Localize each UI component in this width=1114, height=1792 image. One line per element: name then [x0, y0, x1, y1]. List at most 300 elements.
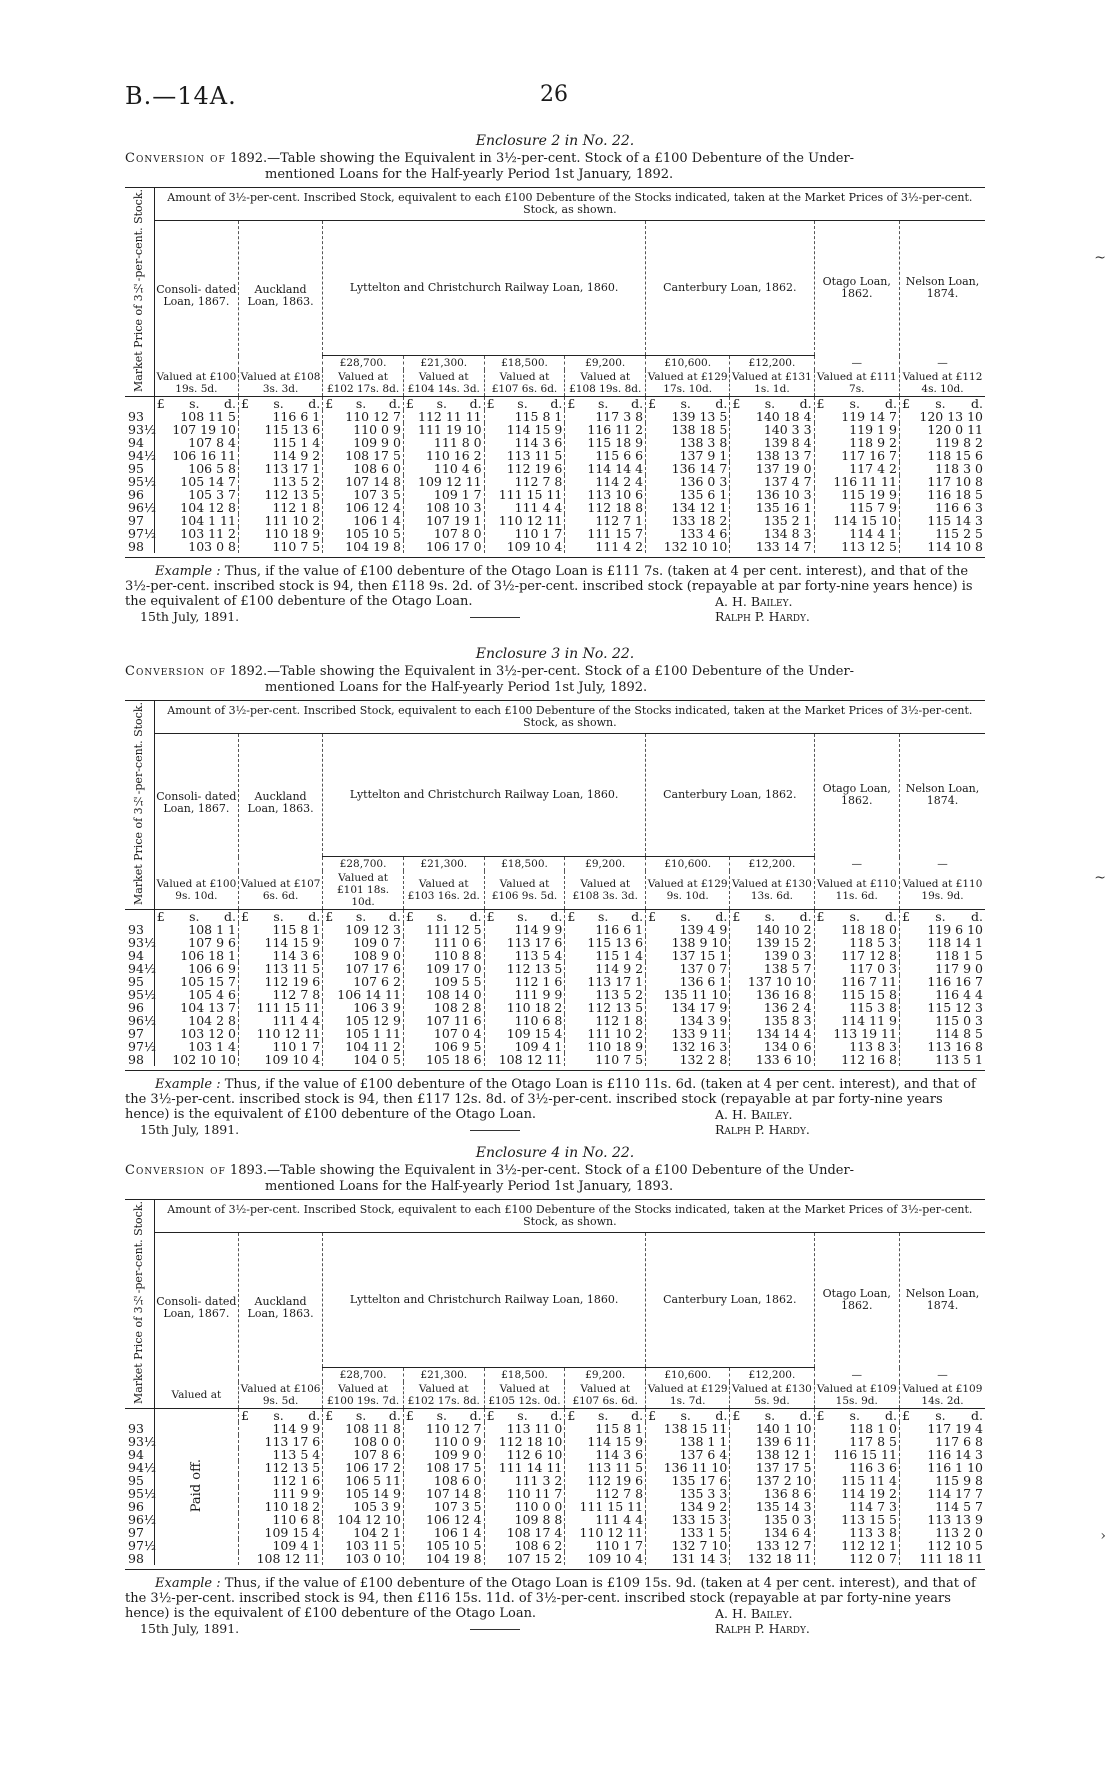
table-row	[125, 540, 985, 553]
table-cell: 111 8 0	[403, 436, 484, 449]
table-cell: 110 18 9	[565, 1040, 646, 1053]
enclosure-title: Enclosure 3 in No. 22.	[475, 646, 635, 662]
market-price: 98	[125, 1053, 154, 1066]
table-cell: 112 1 8	[238, 501, 322, 514]
table-cell: 114 3 6	[238, 949, 322, 962]
table-cell: 112 13 5	[238, 1461, 322, 1474]
table-cell: 106 1 4	[403, 1526, 484, 1539]
table-cell: 105 4 6	[154, 988, 238, 1001]
table-cell: 136 11 10	[646, 1461, 730, 1474]
table-cell: 105 14 9	[323, 1487, 404, 1500]
market-price: 95	[125, 975, 154, 988]
pound-unit: £	[901, 396, 910, 412]
pound-unit: £	[486, 396, 495, 412]
table-cell: 106 18 1	[154, 949, 238, 962]
table-cell: 113 11 5	[238, 962, 322, 975]
table-cell: 137 0 7	[646, 962, 730, 975]
lyttelton-loan-header: Lyttelton and Christchurch Railway Loan, 1860.	[323, 734, 646, 857]
table-cell: 107 15 2	[484, 1552, 565, 1565]
pence-unit: d.	[550, 1408, 563, 1424]
pound-unit: £	[732, 909, 741, 925]
conversion-table	[125, 700, 985, 1071]
table-cell: 112 7 8	[565, 1487, 646, 1500]
pence-unit: d.	[715, 1408, 728, 1424]
date: 15th July, 1891.	[140, 609, 240, 625]
units-cell	[484, 1409, 565, 1423]
example-value: £110 11s. 6d.	[606, 1077, 697, 1093]
table-cell: 113 17 1	[565, 975, 646, 988]
market-price: 98	[125, 540, 154, 553]
valued-at: Valued at £107 6s. 6d.	[484, 370, 565, 397]
conversion-lead: Conversion of	[125, 664, 226, 679]
shilling-unit: s.	[355, 1408, 367, 1424]
table-cell: 110 8 8	[403, 949, 484, 962]
table-cell: 117 4 2	[814, 462, 899, 475]
table-cell: 135 17 6	[646, 1474, 730, 1487]
dash: —	[937, 1368, 948, 1381]
table-cell: 116 1 10	[927, 1460, 983, 1476]
table-cell: 116 7 11	[814, 975, 899, 988]
shilling-unit: s.	[436, 396, 447, 412]
table-cell: 135 2 1	[730, 514, 814, 527]
shilling-unit: s.	[273, 1408, 284, 1424]
table-cell: 118 14 1	[927, 935, 983, 951]
divider	[470, 617, 520, 618]
table-cell: 104 1 11	[154, 514, 238, 527]
pound-unit: £	[901, 1408, 910, 1424]
table-cell: 113 19 11	[814, 1027, 899, 1040]
table-cell: 137 19 0	[730, 462, 814, 475]
valued-at: Valued at £130 13s. 6d.	[730, 871, 814, 910]
table-cell: 106 5 11	[323, 1474, 404, 1487]
table-cell: 107 8 4	[154, 436, 238, 449]
consolidated-loan-header: Consoli- dated Loan, 1867.	[154, 1233, 238, 1383]
table-cell: 139 4 9	[646, 923, 730, 936]
valued-at: Valued at £104 14s. 3d.	[403, 370, 484, 397]
table-cell: 136 6 1	[646, 975, 730, 988]
table-cell: 119 1 9	[814, 423, 899, 436]
table-cell: 134 0 6	[730, 1040, 814, 1053]
canterbury-loan-header: Canterbury Loan, 1862.	[646, 1233, 814, 1368]
table-cell: 112 1 6	[238, 1474, 322, 1487]
table-cell: 114 15 9	[238, 936, 322, 949]
pence-unit: d.	[971, 396, 983, 412]
table-cell: 139 15 2	[730, 936, 814, 949]
table-cell: 109 10 4	[565, 1552, 646, 1565]
sub-amount: £9,200.	[565, 356, 646, 371]
table-cell: 140 18 4	[730, 410, 814, 423]
sub-amount: £12,200.	[730, 1368, 814, 1383]
market-price: 96½	[125, 1014, 154, 1027]
signer-2: Ralph P. Hardy.	[715, 609, 810, 625]
sub-amount: £10,600.	[646, 857, 730, 872]
table-cell: 133 12 7	[730, 1539, 814, 1552]
valued-at: Valued at £107 6s. 6d.	[238, 871, 322, 910]
table-cell: 107 19 10	[154, 423, 238, 436]
table-cell: 107 3 5	[323, 488, 404, 501]
example-result: £116 15s. 11d.	[417, 1591, 515, 1607]
table-cell: 112 7 8	[238, 988, 322, 1001]
table-cell: 104 19 8	[403, 1552, 484, 1565]
price-header-cell	[125, 701, 154, 910]
table-cell: 108 2 8	[403, 1001, 484, 1014]
pound-unit: £	[567, 909, 576, 925]
market-price: 96	[125, 1001, 154, 1014]
pence-unit: d.	[799, 909, 812, 925]
table-cell: 137 6 4	[646, 1448, 730, 1461]
table-cell: 114 9 9	[238, 1422, 322, 1435]
units-cell	[646, 910, 730, 924]
conversion-table	[125, 187, 985, 558]
conversion-text: 1893.—Table showing the Equivalent in 3½-per-cent. Stock of a £100 Debenture of the Under-	[229, 1163, 855, 1178]
table-cell: 105 15 7	[154, 975, 238, 988]
table-cell: 110 11 7	[484, 1487, 565, 1500]
table-cell: 111 15 11	[565, 1500, 646, 1513]
table-cell: 118 15 6	[927, 448, 983, 464]
table-cell: 114 5 7	[935, 1499, 983, 1515]
shilling-unit: s.	[680, 1408, 691, 1424]
table-cell: 115 12 3	[927, 1000, 983, 1016]
table-cell: 107 8 6	[323, 1448, 404, 1461]
table-cell: 110 0 9	[403, 1435, 484, 1448]
table-cell: 132 2 8	[646, 1053, 730, 1066]
table-cell: 116 11 2	[565, 423, 646, 436]
table-cell: 133 9 11	[646, 1027, 730, 1040]
pence-unit: d.	[388, 396, 401, 412]
table-cell: 137 17 5	[730, 1461, 814, 1474]
table-cell: 108 12 11	[484, 1053, 565, 1066]
price-header-cell	[125, 1200, 154, 1409]
table-cell: 119 6 10	[927, 922, 983, 938]
market-price: 93½	[125, 936, 154, 949]
amount-header: Amount of 3½-per-cent. Inscribed Stock, equivalent to each £100 Debenture of the Stocks indicated, taken at the Market Prices of 3½-per-cent. Stock, as shown.	[154, 701, 985, 734]
table-cell: 135 0 3	[730, 1513, 814, 1526]
table-cell: 112 1 6	[484, 975, 565, 988]
market-price: 94	[125, 1448, 154, 1461]
table-cell: 108 6 0	[403, 1474, 484, 1487]
units-cell	[403, 1409, 484, 1423]
shilling-unit: s.	[849, 1408, 860, 1424]
table-cell: 117 3 8	[565, 410, 646, 423]
table-cell: 111 9 9	[484, 988, 565, 1001]
market-price: 94½	[125, 962, 154, 975]
conversion-table	[125, 1199, 985, 1570]
table-cell: 112 6 10	[484, 1448, 565, 1461]
market-price: 95½	[125, 1487, 154, 1500]
table-cell: 106 1 4	[323, 514, 404, 527]
table-cell: 111 9 9	[238, 1487, 322, 1500]
table-cell: 108 14 0	[403, 988, 484, 1001]
dash: —	[937, 356, 948, 369]
table-cell: 138 13 7	[730, 449, 814, 462]
units-cell	[154, 910, 238, 924]
table-cell: 115 14 3	[927, 513, 983, 529]
nelson-loan-header: Nelson Loan, 1874.	[905, 782, 980, 808]
example-paragraph	[125, 564, 985, 609]
market-price: 94	[125, 436, 154, 449]
enclosure-title: Enclosure 2 in No. 22.	[475, 133, 635, 149]
table-cell: 110 6 8	[484, 1014, 565, 1027]
table-cell: 109 15 4	[238, 1526, 322, 1539]
units-cell	[238, 397, 322, 411]
pence-unit: d.	[631, 396, 644, 412]
table-cell: 134 9 2	[646, 1500, 730, 1513]
table-cell: 112 13 5	[484, 962, 565, 975]
table-cell: 110 12 7	[323, 410, 404, 423]
table-cell: 111 19 10	[403, 423, 484, 436]
table-cell: 116 6 1	[238, 410, 322, 423]
table-cell: 117 8 5	[814, 1435, 899, 1448]
table-cell: 110 7 5	[238, 540, 322, 553]
market-price: 93	[125, 1422, 154, 1435]
pence-unit: d.	[884, 909, 897, 925]
table-cell: 110 6 8	[238, 1513, 322, 1526]
valued-at: Valued at £102 17s. 8d.	[403, 1382, 484, 1409]
units-cell	[730, 397, 814, 411]
valued-at: Valued at £111 7s.	[814, 370, 899, 397]
dash: —	[937, 857, 948, 870]
units-cell	[565, 910, 646, 924]
table-cell: 117 6 8	[935, 1434, 983, 1450]
table-cell: 118 3 0	[935, 461, 983, 477]
table-cell: 131 14 3	[646, 1552, 730, 1565]
table-cell: 109 12 11	[403, 475, 484, 488]
example-text: of 3½-per-cent. inscribed stock (repayable at par forty-nine years hence) is the equivalent of £100 debenture of the Otago Loan.	[125, 579, 973, 610]
table-cell: 114 2 4	[565, 475, 646, 488]
table-cell: 134 8 3	[730, 527, 814, 540]
shilling-unit: s.	[436, 1408, 447, 1424]
table-cell: 115 2 5	[935, 526, 983, 542]
table-cell: 135 16 1	[730, 501, 814, 514]
table-cell: 109 1 7	[403, 488, 484, 501]
pence-unit: d.	[971, 1408, 983, 1424]
pound-unit: £	[156, 909, 165, 925]
pound-unit: £	[732, 1408, 741, 1424]
table-cell: 114 4 1	[814, 527, 899, 540]
pence-unit: d.	[469, 396, 482, 412]
table-cell: 110 18 2	[484, 1001, 565, 1014]
sub-amount: £28,700.	[323, 356, 404, 371]
pence-unit: d.	[715, 396, 728, 412]
amount-header: Amount of 3½-per-cent. Inscribed Stock, equivalent to each £100 Debenture of the Stocks indicated, taken at the Market Prices of 3½-per-cent. Stock, as shown.	[154, 1200, 985, 1233]
table-cell: 104 2 8	[154, 1014, 238, 1027]
table-cell: 109 9 0	[323, 436, 404, 449]
lyttelton-loan-header: Lyttelton and Christchurch Railway Loan, 1860.	[323, 221, 646, 356]
table-row	[125, 1552, 985, 1565]
table-cell: 115 3 8	[814, 1001, 899, 1014]
table-cell: 113 3 8	[814, 1526, 899, 1539]
table-cell: 139 0 3	[730, 949, 814, 962]
table-cell: 106 12 4	[403, 1513, 484, 1526]
example-text: (taken at 4 per cent. interest), and that of the 3½-per-cent. inscribed stock is 94, then	[125, 564, 969, 595]
market-price: 95½	[125, 475, 154, 488]
table-cell: 135 8 3	[730, 1014, 814, 1027]
table-cell: 134 14 4	[730, 1027, 814, 1040]
table-cell: 132 7 10	[646, 1539, 730, 1552]
table-cell: 106 17 0	[403, 540, 484, 553]
table-cell: 117 16 7	[814, 449, 899, 462]
table-cell: 111 15 11	[484, 488, 565, 501]
table-cell: 114 17 7	[927, 1486, 983, 1502]
signer-2: Ralph P. Hardy.	[715, 1122, 810, 1138]
table-cell: 135 14 3	[730, 1500, 814, 1513]
table-cell: 111 4 4	[238, 1014, 322, 1027]
market-price: 97	[125, 1526, 154, 1539]
table-cell: 133 4 6	[646, 527, 730, 540]
table-cell: 115 8 1	[565, 1422, 646, 1435]
example-result: £118 9s. 2d.	[391, 579, 473, 595]
valued-at: Valued at £100 19s. 7d.	[323, 1382, 404, 1409]
market-price: 98	[125, 1552, 154, 1565]
table-cell: 112 18 10	[484, 1435, 565, 1448]
market-price: 93	[125, 410, 154, 423]
units-cell	[154, 397, 238, 411]
pound-unit: £	[648, 909, 657, 925]
table-cell: 103 0 8	[154, 540, 238, 553]
market-price: 95½	[125, 988, 154, 1001]
sub-amount: £28,700.	[323, 1368, 404, 1383]
table-cell: 110 18 9	[238, 527, 322, 540]
valued-at: Valued at £129 9s. 10d.	[646, 871, 730, 910]
pence-unit: d.	[971, 909, 983, 925]
table-cell: 113 5 2	[238, 475, 322, 488]
table-cell: 112 0 7	[814, 1552, 899, 1565]
units-cell	[730, 1409, 814, 1423]
margin-mark: ›	[1100, 1528, 1106, 1544]
units-cell	[323, 1409, 404, 1423]
table-cell: 116 4 4	[935, 987, 983, 1003]
table-cell: 103 0 10	[323, 1552, 404, 1565]
dash: —	[814, 356, 899, 371]
table-row	[125, 1053, 985, 1066]
market-price: 96	[125, 1500, 154, 1513]
table-cell: 114 7 3	[814, 1500, 899, 1513]
table-cell: 112 16 8	[814, 1053, 899, 1066]
pound-unit: £	[240, 396, 249, 412]
example-result: £117 12s. 8d.	[417, 1092, 507, 1108]
example-value: £109 15s. 9d.	[606, 1576, 697, 1592]
table-cell: 114 14 4	[565, 462, 646, 475]
pound-unit: £	[240, 1408, 249, 1424]
table-cell: 116 15 11	[814, 1448, 899, 1461]
table-cell: 115 8 1	[484, 410, 565, 423]
table-cell: 135 3 3	[646, 1487, 730, 1500]
market-price: 93½	[125, 1435, 154, 1448]
page-header	[125, 82, 985, 112]
table-cell: 117 19 4	[927, 1421, 983, 1437]
pound-unit: £	[816, 396, 825, 412]
pound-unit: £	[325, 1408, 334, 1424]
table-cell: 114 15 9	[484, 423, 565, 436]
pence-unit: d.	[884, 1408, 897, 1424]
pence-unit: d.	[550, 909, 563, 925]
pence-unit: d.	[469, 909, 482, 925]
sub-amount: £21,300.	[403, 857, 484, 872]
table-cell: 103 12 0	[154, 1027, 238, 1040]
table-cell: 110 12 11	[484, 514, 565, 527]
valued-at: Valued at	[154, 1382, 238, 1409]
table-cell: 132 16 3	[646, 1040, 730, 1053]
table-cell: 113 17 6	[484, 936, 565, 949]
valued-at: Valued at £109 15s. 9d.	[814, 1382, 899, 1409]
pound-unit: £	[732, 396, 741, 412]
conversion-heading	[125, 1163, 985, 1195]
sub-amount: £18,500.	[484, 1368, 565, 1383]
pence-unit: d.	[388, 1408, 401, 1424]
table-cell: 136 2 4	[730, 1001, 814, 1014]
table-cell: 112 19 6	[484, 462, 565, 475]
shilling-unit: s.	[935, 1408, 946, 1424]
conversion-text-line2: mentioned Loans for the Half-yearly Period 1st January, 1892.	[265, 167, 674, 182]
table-cell: 118 18 0	[814, 923, 899, 936]
divider	[470, 1629, 520, 1630]
market-price: 93½	[125, 423, 154, 436]
date: 15th July, 1891.	[140, 1621, 240, 1637]
market-price: 97	[125, 1027, 154, 1040]
table-cell: 111 15 7	[565, 527, 646, 540]
table-cell: 112 7 8	[484, 475, 565, 488]
table-cell: 108 6 0	[323, 462, 404, 475]
example-label: Example :	[155, 1077, 221, 1093]
pound-unit: £	[567, 1408, 576, 1424]
table-cell: 114 3 6	[484, 436, 565, 449]
pence-unit: d.	[308, 1408, 321, 1424]
table-cell: 113 13 9	[927, 1512, 983, 1528]
valued-at: Valued at £100 9s. 10d.	[154, 871, 238, 910]
shilling-unit: s.	[680, 909, 691, 925]
table-cell: 108 17 5	[323, 449, 404, 462]
signer-1: A. H. Bailey.	[715, 1606, 793, 1622]
table-cell: 113 16 8	[927, 1039, 983, 1055]
pound-unit: £	[567, 396, 576, 412]
table-cell: 108 11 8	[323, 1422, 404, 1435]
valued-at: Valued at £103 16s. 2d.	[403, 871, 484, 910]
pence-unit: d.	[631, 909, 644, 925]
valued-at: Valued at £108 3s. 3d.	[565, 871, 646, 910]
table-cell: 115 11 4	[814, 1474, 899, 1487]
table-cell: 136 10 3	[730, 488, 814, 501]
market-price: 94½	[125, 449, 154, 462]
table-cell: 103 11 2	[154, 527, 238, 540]
example-label: Example :	[155, 564, 221, 580]
conversion-text: 1892.—Table showing the Equivalent in 3½-per-cent. Stock of a £100 Debenture of the Under-	[229, 664, 855, 679]
shilling-unit: s.	[598, 909, 609, 925]
table-cell: 108 1 1	[154, 923, 238, 936]
table-cell: 115 1 4	[565, 949, 646, 962]
units-cell	[238, 910, 322, 924]
units-cell	[814, 910, 899, 924]
table-cell: 134 6 4	[730, 1526, 814, 1539]
table-cell: 115 6 6	[565, 449, 646, 462]
shilling-unit: s.	[849, 396, 860, 412]
table-cell: 133 14 7	[730, 540, 814, 553]
table-cell: 113 17 6	[238, 1435, 322, 1448]
pound-unit: £	[648, 1408, 657, 1424]
units-cell	[323, 910, 404, 924]
pound-unit: £	[901, 909, 910, 925]
table-cell: 111 4 2	[565, 540, 646, 553]
table-cell: 106 16 11	[154, 449, 238, 462]
table-cell: 116 18 5	[927, 487, 983, 503]
table-cell: 135 6 1	[646, 488, 730, 501]
units-cell	[899, 397, 985, 411]
enclosure-section-1	[125, 133, 985, 639]
table-cell: 112 11 11	[403, 410, 484, 423]
price-header-cell	[125, 188, 154, 397]
sub-amount: £10,600.	[646, 1368, 730, 1383]
lyttelton-loan-header: Lyttelton and Christchurch Railway Loan, 1860.	[323, 1233, 646, 1368]
canterbury-loan-header: Canterbury Loan, 1862.	[646, 221, 814, 356]
